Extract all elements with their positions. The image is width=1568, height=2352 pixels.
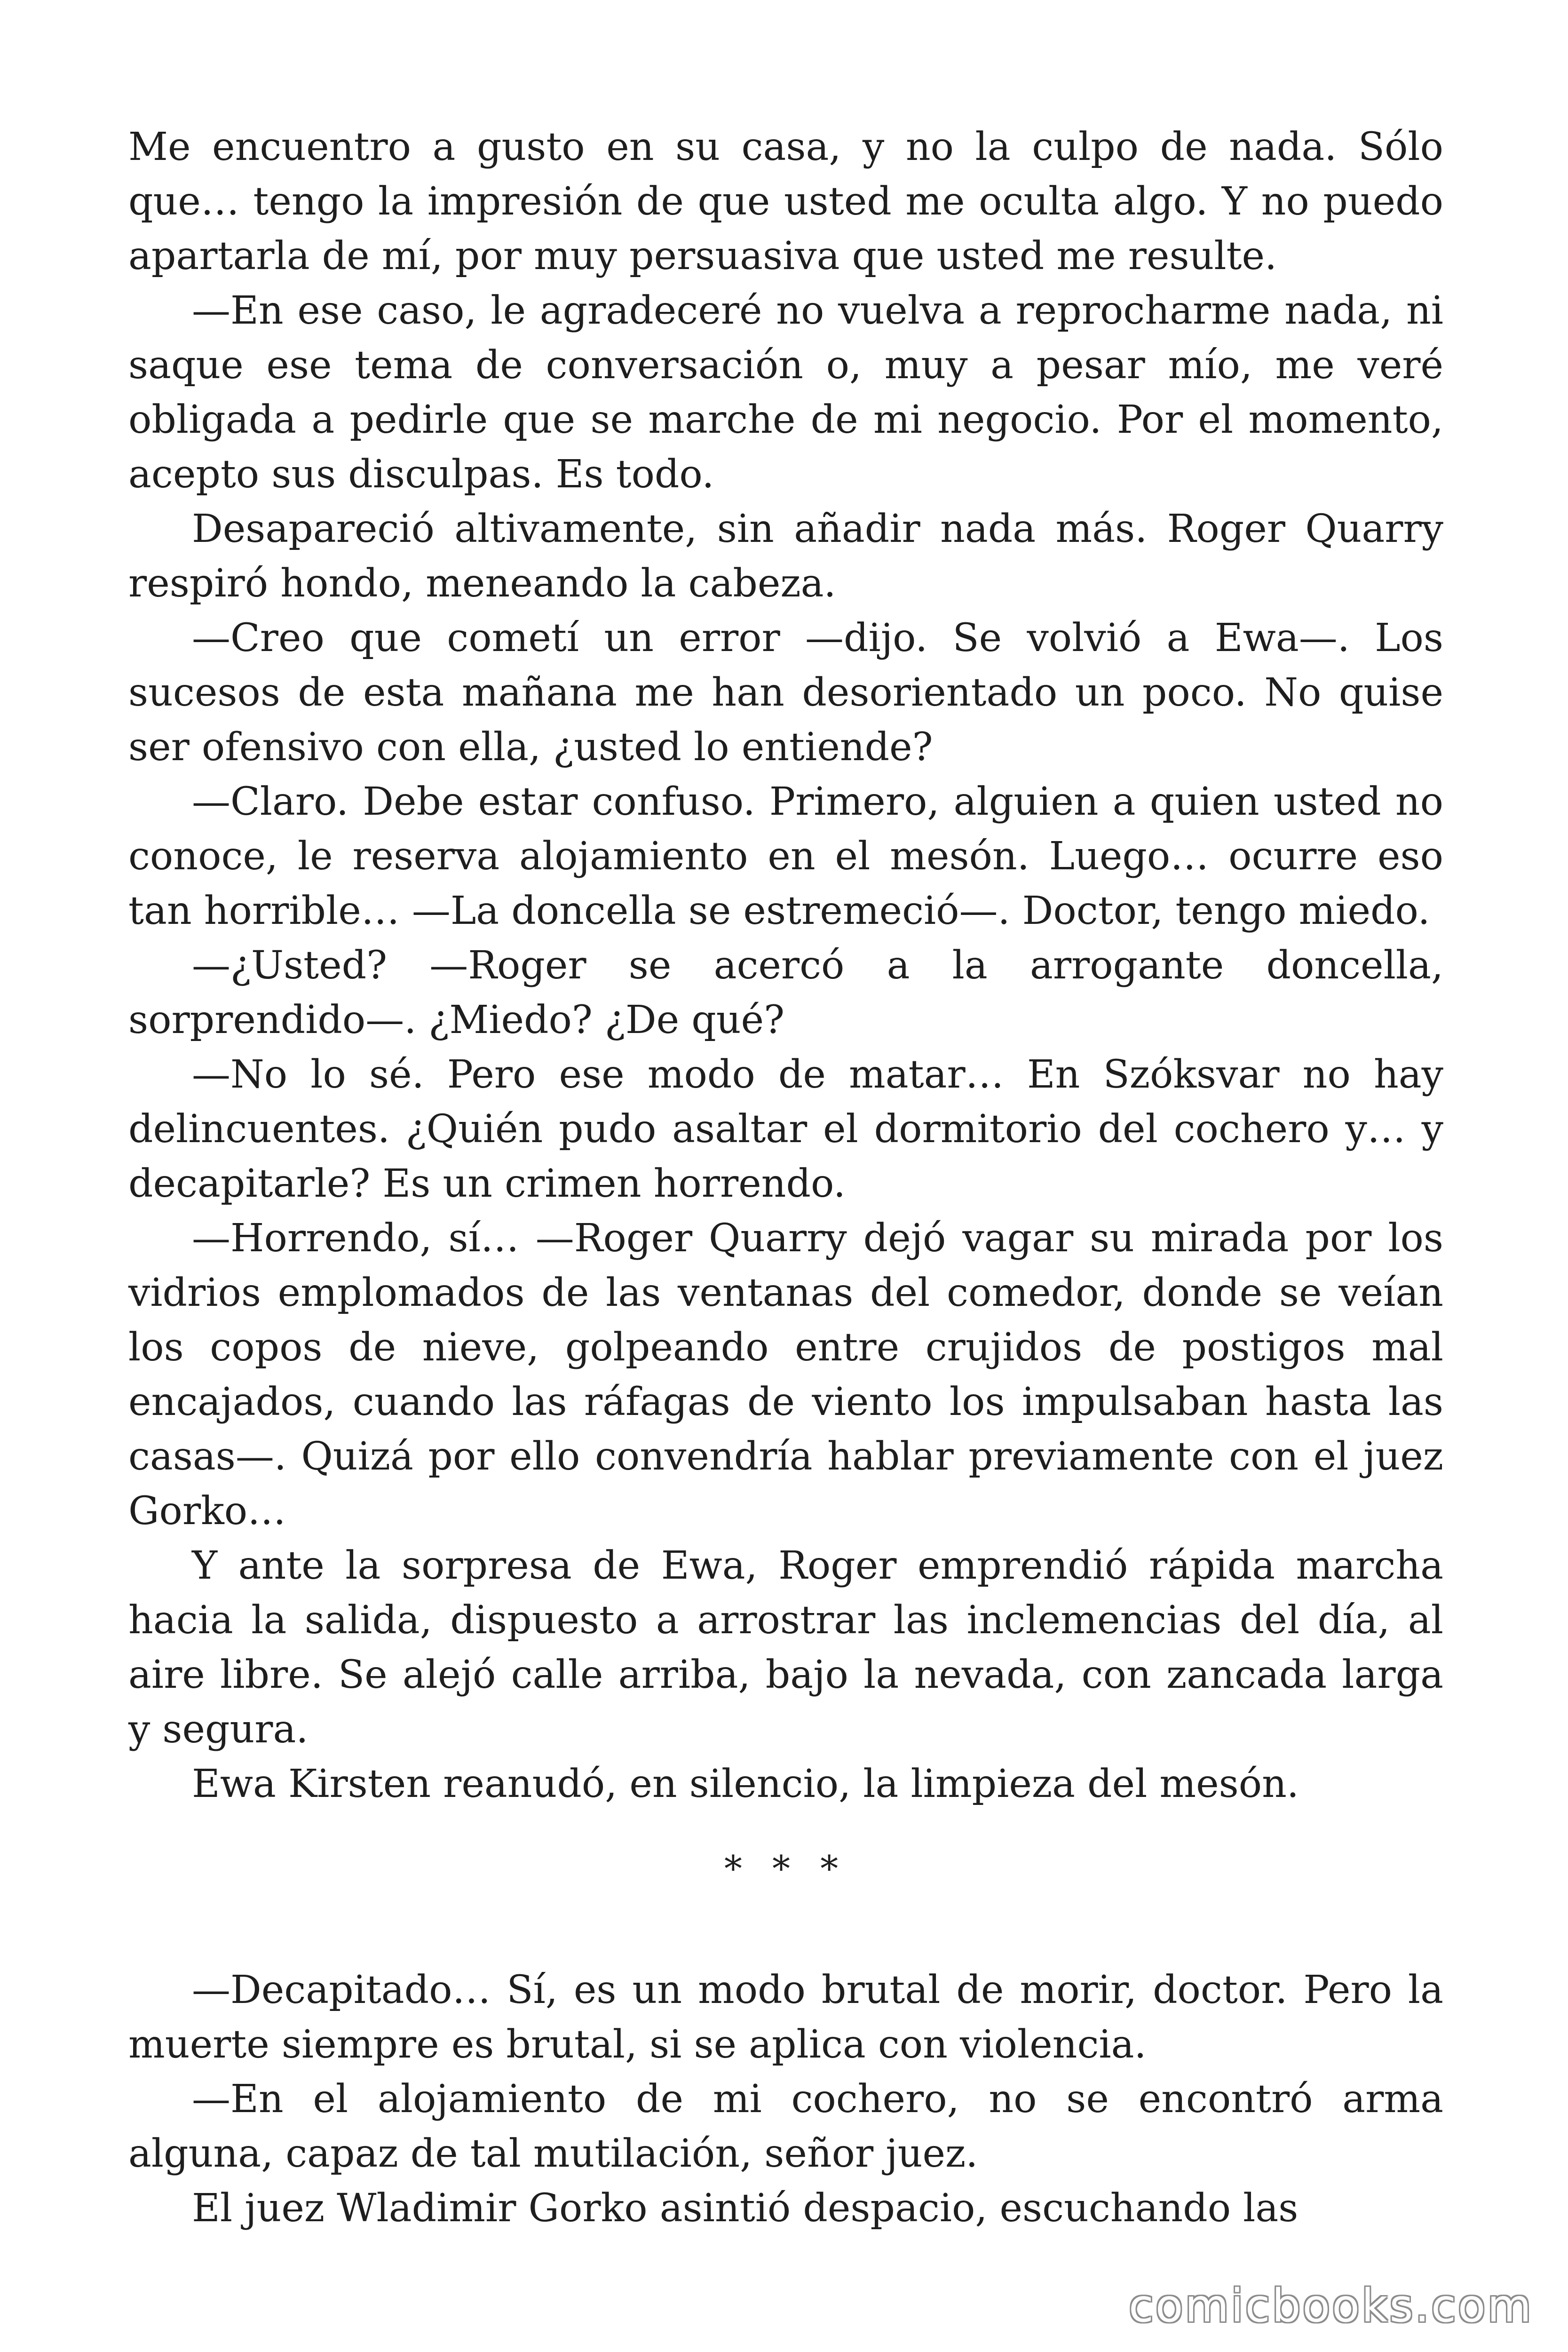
paragraph: Desapareció altivamente, sin añadir nada más. Roger Quarry respiró hondo, meneando la cabeza. <box>128 507 1443 606</box>
scene-separator: * * * <box>724 1848 848 1890</box>
paragraph: —¿Usted? —Roger se acercó a la arrogante doncella, sorprendido—. ¿Miedo? ¿De qué? <box>128 943 1443 1042</box>
paragraph: Me encuentro a gusto en su casa, y no la culpo de nada. Sólo que… tengo la impresión de que usted me oculta algo. Y no puedo apartarla de mí, por muy persuasiva que usted me resulte. <box>128 125 1443 278</box>
paragraph: El juez Wladimir Gorko asintió despacio, escuchando las <box>192 2186 1299 2231</box>
paragraph: Y ante la sorpresa de Ewa, Roger emprendió rápida marcha hacia la salida, dispuesto a arrostrar las inclemencias del día, al aire libre. Se alejó calle arriba, bajo la nevada, con zancada larga y segura. <box>128 1543 1443 1752</box>
paragraphs-before <box>128 120 1443 1812</box>
paragraph: —En el alojamiento de mi cochero, no se encontró arma alguna, capaz de tal mutilación, señor juez. <box>128 2077 1443 2176</box>
paragraph: —En ese caso, le agradeceré no vuelva a reprocharme nada, ni saque ese tema de conversación o, muy a pesar mío, me veré obligada a pedirle que se marche de mi negocio. Por el momento, acepto sus disculpas. Es todo. <box>128 288 1443 497</box>
paragraph: —Creo que cometí un error —dijo. Se volvió a Ewa—. Los sucesos de esta mañana me han desorientado un poco. No quise ser ofensivo con ella, ¿usted lo entiende? <box>128 616 1443 770</box>
paragraphs-after <box>128 1963 1443 2236</box>
book-page-text <box>128 120 1443 2236</box>
paragraph: —Horrendo, sí… —Roger Quarry dejó vagar su mirada por los vidrios emplomados de las ventanas del comedor, donde se veían los copos de nieve, golpeando entre crujidos de postigos mal encajados, cuando las ráfagas de viento los impulsaban hasta las casas—. Quizá por ello convendría hablar previamente con el juez Gorko… <box>128 1216 1443 1534</box>
paragraph: —Claro. Debe estar confuso. Primero, alguien a quien usted no conoce, le reserva alojamiento en el mesón. Luego… ocurre eso tan horrible… —La doncella se estremeció—. Doctor, tengo miedo. <box>128 779 1443 933</box>
paragraph: —No lo sé. Pero ese modo de matar… En Szóksvar no hay delincuentes. ¿Quién pudo asaltar el dormitorio del cochero y… y decapitarle? Es un crimen horrendo. <box>128 1052 1443 1206</box>
watermark-logo: comicbooks.com <box>1128 2280 1533 2332</box>
paragraph: Ewa Kirsten reanudó, en silencio, la limpieza del mesón. <box>192 1762 1299 1806</box>
paragraph: —Decapitado… Sí, es un modo brutal de morir, doctor. Pero la muerte siempre es brutal, si se aplica con violencia. <box>128 1968 1443 2067</box>
